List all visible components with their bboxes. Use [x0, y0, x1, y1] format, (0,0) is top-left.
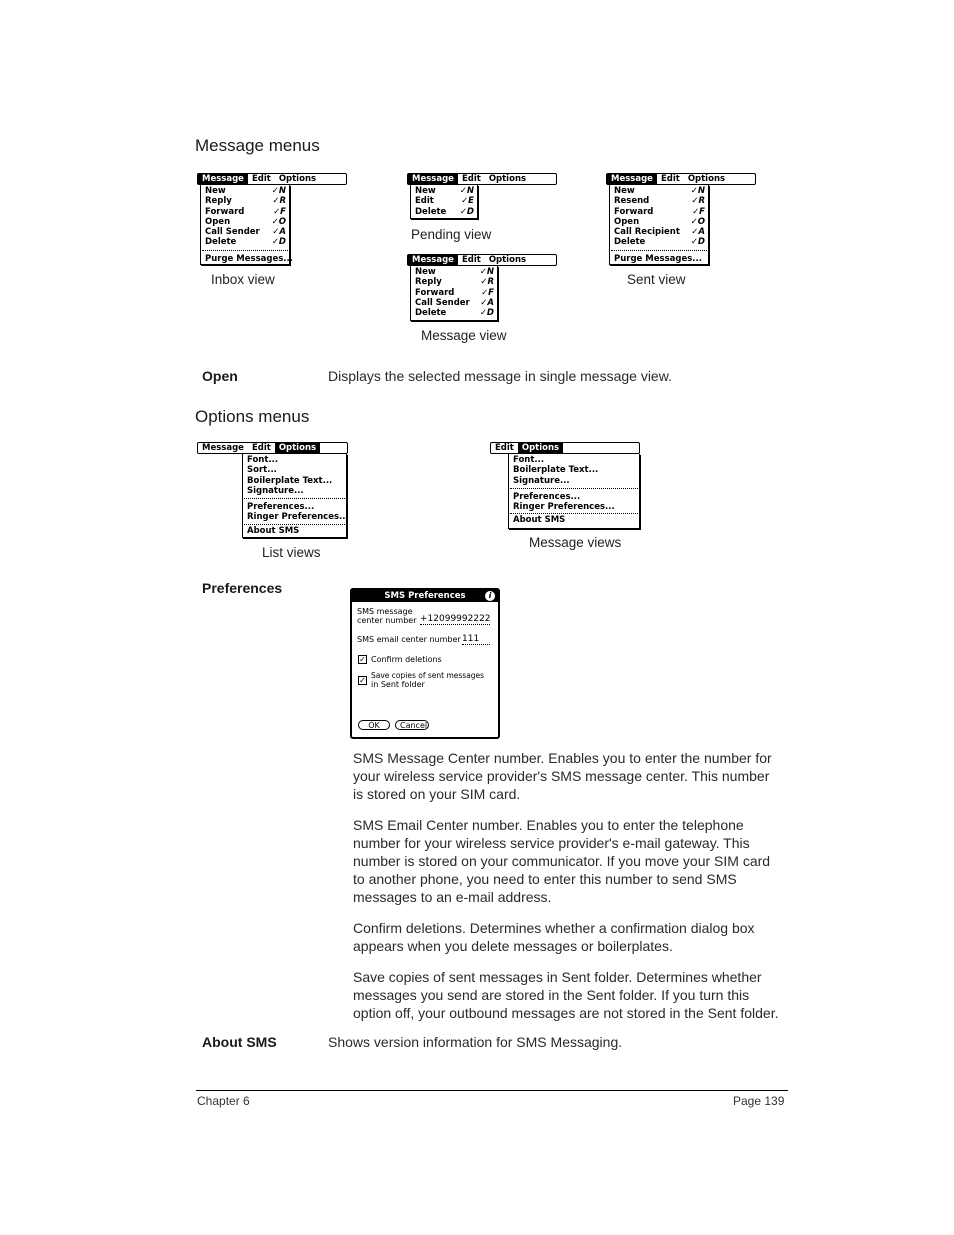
menu-item-signature[interactable]: Signature...	[247, 485, 304, 496]
menu-item-forward[interactable]: Forward ✓F	[614, 206, 705, 217]
menubar-options[interactable]: Options	[278, 174, 317, 184]
footer-chapter: Chapter 6	[197, 1094, 250, 1108]
menu-item-sort[interactable]: Sort...	[247, 465, 277, 476]
message-view-dropdown	[410, 266, 498, 321]
desc-open: Displays the selected message in single message view.	[328, 368, 672, 384]
menubar-edit[interactable]: Edit	[251, 174, 271, 184]
menubar-edit[interactable]: Edit	[461, 255, 481, 265]
menu-separator	[202, 250, 288, 251]
paragraph-save-copies: Save copies of sent messages in Sent folder. Determines whether messages you send are stored in the Sent folder. If you turn this option off, your outbound messages are not stored in the Sent folder.	[353, 969, 779, 1021]
save-copies-checkbox[interactable]: ✓	[359, 676, 366, 685]
menu-item-open[interactable]: Open ✓O	[205, 216, 286, 227]
menu-item-purge-messages[interactable]: Purge Messages...	[614, 253, 702, 264]
menu-item-purge-messages[interactable]: Purge Messages...	[205, 253, 293, 264]
menu-item-font[interactable]: Font...	[513, 455, 545, 465]
pending-dropdown	[410, 185, 478, 219]
caption-sent-view: Sent view	[627, 272, 686, 287]
menu-item-edit[interactable]: Edit ✓E	[415, 196, 474, 207]
menu-item-ringer-preferences[interactable]: Ringer Preferences...	[247, 512, 349, 523]
term-open: Open	[202, 368, 238, 384]
menubar	[407, 173, 557, 185]
menu-item-delete[interactable]: Delete ✓D	[415, 308, 494, 319]
menubar	[407, 254, 557, 266]
menu-item-delete[interactable]: Delete ✓D	[614, 237, 705, 248]
menubar	[197, 442, 348, 454]
menu-item-new[interactable]: New ✓N	[205, 186, 286, 196]
sent-dropdown	[609, 185, 709, 265]
term-preferences: Preferences	[202, 580, 283, 596]
menu-item-boilerplate-text[interactable]: Boilerplate Text...	[513, 465, 599, 476]
menubar-edit[interactable]: Edit	[251, 443, 271, 453]
menubar-edit[interactable]: Edit	[495, 443, 514, 453]
menubar-message[interactable]: Message	[198, 174, 248, 184]
menu-item-boilerplate-text[interactable]: Boilerplate Text...	[247, 475, 333, 486]
menu-separator	[510, 488, 638, 489]
confirm-deletions-label: Confirm deletions	[371, 655, 442, 664]
menubar	[606, 173, 756, 185]
ok-button[interactable]: OK	[358, 720, 390, 730]
menu-item-font[interactable]: Font...	[247, 455, 279, 465]
menu-separator	[244, 524, 345, 525]
section-title-options-menus: Options menus	[195, 407, 310, 426]
pending-message-menu	[407, 173, 557, 221]
email-center-label: SMS email center number	[357, 635, 461, 644]
menu-item-new[interactable]: New ✓N	[415, 267, 494, 277]
menu-item-delete[interactable]: Delete ✓D	[415, 206, 474, 217]
caption-pending-view: Pending view	[411, 227, 492, 242]
menubar-message[interactable]: Message	[607, 174, 657, 184]
menubar-edit[interactable]: Edit	[660, 174, 680, 184]
center-number-field[interactable]: +12099992222	[420, 614, 491, 624]
message-view-menu	[407, 254, 557, 322]
confirm-deletions-checkbox[interactable]: ✓	[359, 655, 366, 664]
menu-item-call-sender[interactable]: Call Sender ✓A	[205, 227, 286, 238]
save-copies-label-line2: in Sent folder	[371, 680, 425, 689]
caption-message-view: Message view	[421, 328, 507, 343]
dialog-title: SMS Preferences	[384, 591, 466, 601]
email-center-field[interactable]: 111	[462, 634, 490, 645]
sent-message-menu	[606, 173, 756, 267]
options-dropdown	[508, 454, 640, 529]
menubar-options[interactable]: Options	[488, 255, 527, 265]
menu-item-new[interactable]: New ✓N	[614, 186, 705, 196]
menubar-message[interactable]: Message	[408, 174, 458, 184]
menu-separator	[611, 250, 707, 251]
menu-separator	[244, 498, 345, 499]
caption-inbox-view: Inbox view	[211, 272, 275, 287]
cancel-button[interactable]: Cancel	[395, 720, 429, 730]
menu-item-call-recipient[interactable]: Call Recipient ✓A	[614, 227, 705, 238]
menubar-message[interactable]: Message	[408, 255, 458, 265]
term-about-sms: About SMS	[202, 1034, 277, 1050]
center-number-label-line2: center number	[357, 616, 417, 625]
options-menu-message-views	[490, 442, 640, 530]
menu-item-forward[interactable]: Forward ✓F	[205, 206, 286, 217]
dialog-title-bar	[352, 590, 498, 602]
inbox-message-menu	[197, 173, 347, 267]
menubar	[490, 442, 640, 454]
menu-item-call-sender[interactable]: Call Sender ✓A	[415, 297, 494, 308]
inbox-dropdown	[200, 185, 293, 265]
options-menu-list-views	[197, 442, 348, 540]
sms-preferences-dialog	[350, 588, 500, 739]
save-copies-label-line1: Save copies of sent messages	[371, 671, 485, 680]
caption-list-views: List views	[262, 545, 321, 560]
menu-item-about-sms[interactable]: About SMS	[513, 515, 566, 526]
menubar-options[interactable]: Options	[488, 174, 527, 184]
menubar-options[interactable]: Options	[518, 443, 563, 453]
options-dropdown	[242, 454, 347, 538]
menubar-message[interactable]: Message	[202, 443, 244, 453]
menu-item-open[interactable]: Open ✓O	[614, 216, 705, 227]
menu-item-preferences[interactable]: Preferences...	[247, 502, 315, 513]
menu-item-forward[interactable]: Forward ✓F	[415, 287, 494, 298]
paragraph-sms-email-center: SMS Email Center number. Enables you to enter the telephone number for your wireless service provider's e-mail gateway. This number is stored on your communicator. If you move your SIM card to another phone, you need to enter this number to send SMS messages to an e-mail address.	[353, 817, 771, 905]
caption-message-views: Message views	[529, 535, 622, 550]
footer-page-number: Page 139	[733, 1094, 785, 1108]
menubar	[197, 173, 347, 185]
desc-about-sms: Shows version information for SMS Messaging.	[328, 1034, 623, 1050]
menubar-options[interactable]: Options	[275, 443, 320, 453]
menu-item-reply[interactable]: Reply ✓R	[415, 277, 494, 288]
menu-item-reply[interactable]: Reply ✓R	[205, 196, 286, 207]
center-number-label-line1: SMS message	[357, 607, 413, 616]
menu-item-resend[interactable]: Resend ✓R	[614, 196, 705, 207]
paragraph-confirm-deletions: Confirm deletions. Determines whether a confirmation dialog box appears when you delete messages or boilerplates.	[353, 920, 755, 954]
menu-item-signature[interactable]: Signature...	[513, 475, 570, 486]
info-icon[interactable]: i	[485, 591, 495, 601]
footer-rule	[196, 1090, 788, 1091]
menu-item-about-sms[interactable]: About SMS	[247, 525, 300, 536]
paragraph-sms-message-center: SMS Message Center number. Enables you to enter the number for your wireless service provider's SMS message center. This number is stored on your SIM card.	[353, 750, 772, 802]
menu-item-ringer-preferences[interactable]: Ringer Preferences...	[513, 502, 615, 513]
menu-item-preferences[interactable]: Preferences...	[513, 491, 581, 502]
menubar-options[interactable]: Options	[687, 174, 726, 184]
menu-separator	[510, 513, 638, 514]
section-title-message-menus: Message menus	[195, 136, 320, 155]
menu-item-delete[interactable]: Delete ✓D	[205, 237, 286, 248]
menu-item-new[interactable]: New ✓N	[415, 186, 474, 196]
menubar-edit[interactable]: Edit	[461, 174, 481, 184]
